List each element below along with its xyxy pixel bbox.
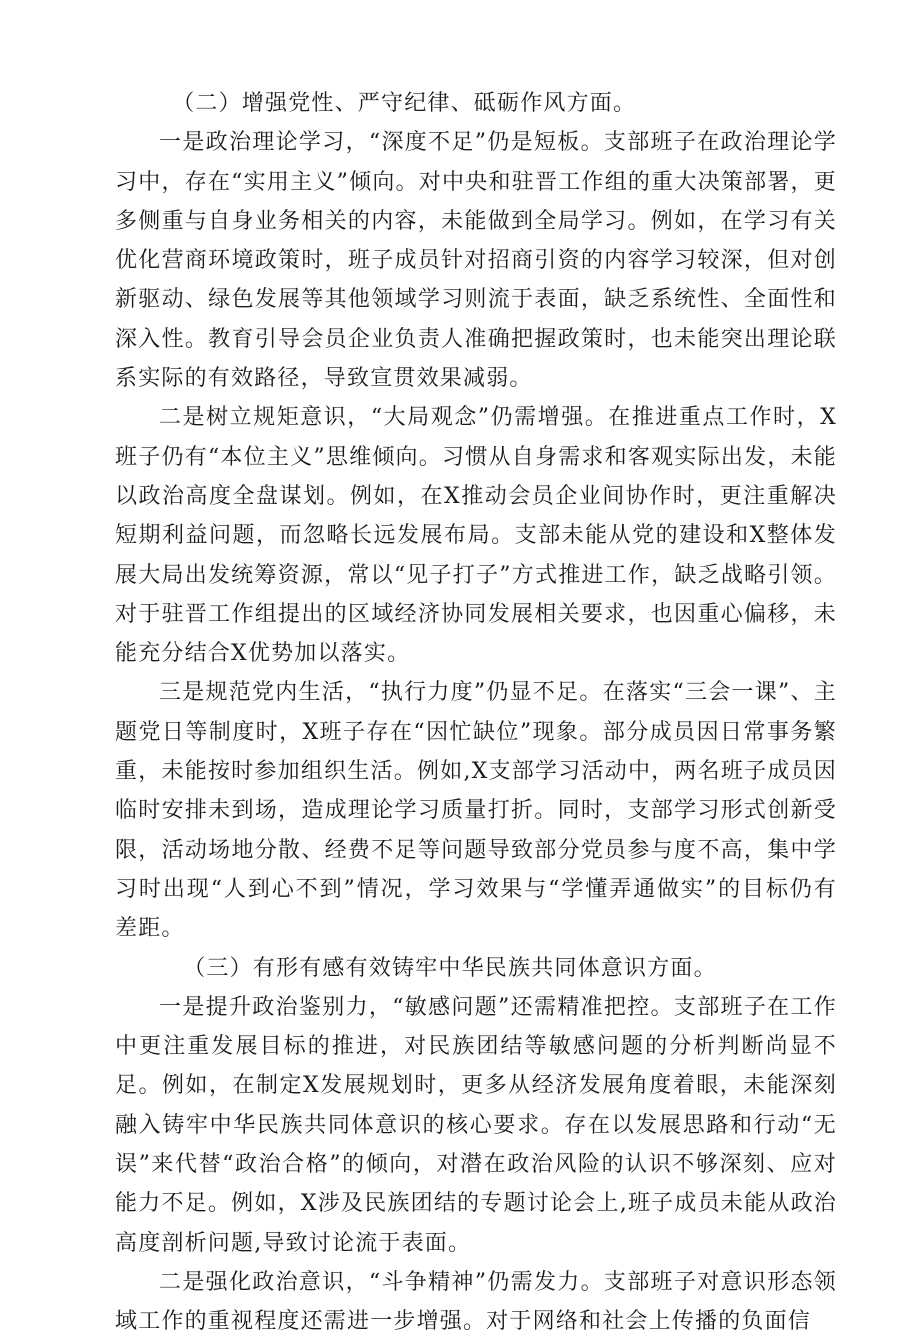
paragraph-rules-awareness: 二是树立规矩意识，“大局观念”仍需增强。在推进重点工作时，X班子仍有“本位主义”思维倾向。习惯从自身需求和客观实际出发，未能以政治高度全盘谋划。例如，在X推动会员企业间协作时，更注重解决短期利益问题，而忽略长远发展布局。支部未能从党的建设和X整体发展大局出发统筹资源，常以“见子打子”方式推进工作，缺乏战略引领。对于驻晋工作组提出的区域经济协同发展相关要求，也因重心偏移，未能充分结合X优势加以落实。 [115, 405, 837, 667]
section-heading-2: （二）增强党性、严守纪律、砥砺作风方面。 [172, 91, 637, 116]
paragraph-theory-study: 一是政治理论学习，“深度不足”仍是短板。支部班子在政治理论学习中，存在“实用主义”倾向。对中央和驻晋工作组的重大决策部署，更多侧重与自身业务相关的内容，未能做到全局学习。例如，在学习有关优化营商环境政策时，班子成员针对招商引资的内容学习较深，但对创新驱动、绿色发展等其他领域学习则流于表面，缺乏系统性、全面性和深入性。教育引导会员企业负责人准确把握政策时，也未能突出理论联系实际的有效路径，导致宣贯效果减弱。 [115, 130, 837, 392]
paragraph-political-discernment: 一是提升政治鉴别力，“敏感问题”还需精准把控。支部班子在工作中更注重发展目标的推进，对民族团结等敏感问题的分析判断尚显不足。例如，在制定X发展规划时，更多从经济发展角度着眼，未能深刻融入铸牢中华民族共同体意识的核心要求。存在以发展思路和行动“无误”来代替“政治合格”的倾向，对潜在政治风险的认识不够深刻、应对能力不足。例如，X涉及民族团结的专题讨论会上,班子成员未能从政治高度剖析问题,导致讨论流于表面。 [115, 994, 837, 1256]
paragraph-party-life: 三是规范党内生活，“执行力度”仍显不足。在落实“三会一课”、主题党日等制度时，X班子存在“因忙缺位”现象。部分成员因日常事务繁重，未能按时参加组织生活。例如,X支部学习活动中，两名班子成员因临时安排未到场，造成理论学习质量打折。同时，支部学习形式创新受限，活动场地分散、经费不足等问题导致部分党员参与度不高，集中学习时出现“人到心不到”情况，学习效果与“学懂弄通做实”的目标仍有差距。 [115, 680, 837, 942]
document-page [115, 84, 837, 1342]
paragraph-struggle-spirit: 二是强化政治意识，“斗争精神”仍需发力。支部班子对意识形态领域工作的重视程度还需进一步增强。对于网络和社会上传播的负面信 [115, 1269, 837, 1335]
section-heading-3: （三）有形有感有效铸牢中华民族共同体意识方面。 [183, 955, 717, 981]
